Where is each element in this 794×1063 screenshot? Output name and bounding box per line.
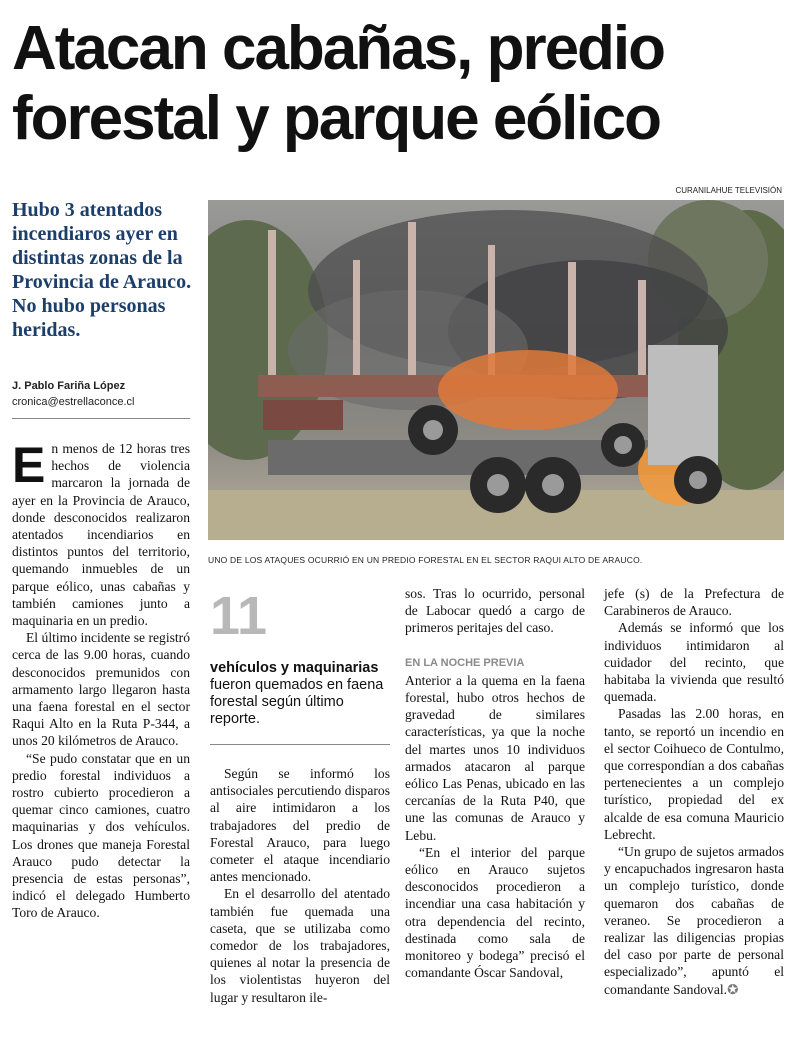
headline-line-2: forestal y parque eólico xyxy=(12,84,660,153)
deck: Hubo 3 atentados incendiaros ayer en distintas zonas de la Provincia de Arauco. No hubo personas heridas. xyxy=(12,199,192,341)
headline xyxy=(12,14,787,154)
stat-number: 11 xyxy=(210,586,268,646)
article-paragraph: “En el interior del parque eólico en Arauco sujetos desconocidos procedieron a incendiar una casa habitación y otra dependencia del recinto, destinada como sala de monitoreo y bodega” precisó el comandante Óscar Sandoval, xyxy=(405,844,585,981)
article-paragraph: Pasadas las 2.00 horas, en tanto, se reportó un incendio en el sector Coihueco de Contulmo, que correspondían a dos cabañas pertenecientes a un complejo turístico, propiedad del ex alcalde de esa comuna Mauricio Lebrecht. xyxy=(604,706,784,842)
article-paragraph: En el desarrollo del atentado también fue quemada una caseta, que se utilizaba como comedor de los trabajadores, quienes al notar la presencia de los violentistas huyeron del lugar y resultaron ile- xyxy=(210,886,390,1005)
stat-description xyxy=(210,660,390,728)
drop-cap: E xyxy=(12,437,46,493)
byline xyxy=(12,378,190,410)
news-photo xyxy=(208,200,784,540)
end-mark-icon: ✪ xyxy=(727,981,739,997)
stat-rest-text: fueron quemados en faena forestal según último reporte. xyxy=(210,677,384,727)
photo-credit: CURANILAHUE TELEVISIÓN xyxy=(675,186,782,195)
article-paragraph: En menos de 12 horas tres hechos de violencia marcaron la jornada de ayer en la Provincia de Arauco, donde desconocidos realizaron atentados incendiarios en distintos puntos del territorio, quemando inmuebles de un parque eólico, unas cabañas y también camiones junto a maquinaria en un predio. xyxy=(12,437,190,629)
article-paragraph: “Un grupo de sujetos armados y encapuchados ingresaron hasta un complejo turístico, donde quemaron dos cabañas de veraneo. Se procedieron a realizar las diligencias propias del caso por parte de personal especializado”, apuntó el comandante Sandoval.✪ xyxy=(604,844,784,997)
article-column-3 xyxy=(405,585,585,981)
headline-line-1: Atacan cabañas, predio xyxy=(12,14,665,83)
byline-author: J. Pablo Fariña López xyxy=(12,380,126,392)
article-column-4 xyxy=(604,585,784,998)
burning-truck-illustration xyxy=(208,200,784,540)
article-paragraph: Anterior a la quema en la faena forestal, hubo otros hechos de gravedad de similares características, ya que la noche del martes unos 10 individuos armados atacaron al parque eólico Las Penas, ubicado en las cercanías de la Ruta P40, que une las comunas de Arauco y Lebu. xyxy=(405,672,585,843)
stat-bold-text: vehículos y maquinarias xyxy=(210,660,379,676)
article-paragraph: “Se pudo constatar que en un predio forestal individuos a rostro cubierto procedieron a quemar cinco camiones, cuatro maquinarias y dos vehículos. Los drones que maneja Forestal Arauco pudo detectar la presencia de estas personas”, indicó el delegado Humberto Toro de Arauco. xyxy=(12,750,190,921)
photo-caption: UNO DE LOS ATAQUES OCURRIÓ EN UN PREDIO FORESTAL EN EL SECTOR RAQUI ALTO DE ARAUCO. xyxy=(208,555,643,565)
stat-divider xyxy=(210,744,390,745)
article-paragraph: jefe (s) de la Prefectura de Carabineros de Arauco. xyxy=(604,586,784,619)
article-paragraph: Según se informó los antisociales percutiendo disparos al aire intimidaron a los trabajadores del predio de Forestal Arauco, para luego cometer el ataque incendiario antes mencionado. xyxy=(210,766,390,885)
subheading: EN LA NOCHE PREVIA xyxy=(405,656,525,669)
byline-divider xyxy=(12,418,190,419)
article-paragraph: El último incidente se registró cerca de las 9.00 horas, cuando desconocidos premunidos con armamento largo llegaron hasta una faena forestal en el sector Raqui Alto en la Ruta P-344, a unos 20 kilómetros de Arauco. xyxy=(12,630,190,749)
article-column-2 xyxy=(210,765,390,1006)
byline-email[interactable]: cronica@estrellaconce.cl xyxy=(12,396,135,408)
article-paragraph: Además se informó que los individuos intimidaron al cuidador del recinto, que habitaba la vivienda que resultó quemada. xyxy=(604,620,784,705)
article-paragraph: sos. Tras lo ocurrido, personal de Labocar quedó a cargo de primeros peritajes del caso. xyxy=(405,586,585,636)
article-column-1 xyxy=(12,437,190,922)
